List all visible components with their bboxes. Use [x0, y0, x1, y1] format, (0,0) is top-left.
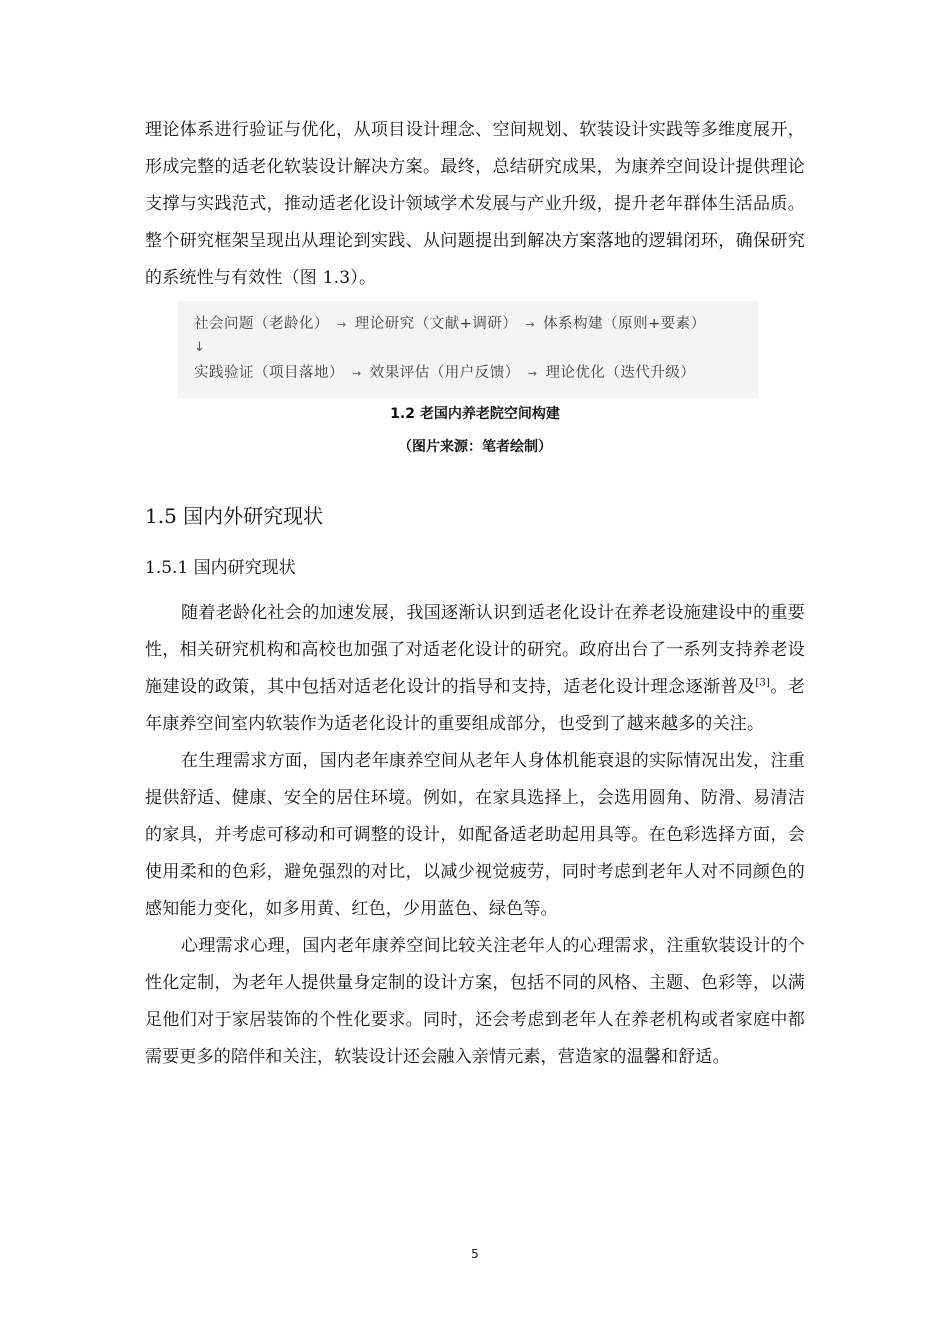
- flow-step-practice-verification: 实践验证（项目落地）: [194, 365, 344, 381]
- section-heading: 1.5 国内外研究现状: [145, 504, 324, 528]
- arrow-right-icon: →: [352, 367, 362, 380]
- flow-step-theory-research: 理论研究（文献+调研）: [354, 316, 518, 332]
- paragraph-1-text: 随着老龄化社会的加速发展，我国逐渐认识到适老化设计在养老设施建设中的重要性，相关研究机构和高校也加强了对适老化设计的研究。政府出台了一系列支持养老设施建设的政策，其中包括对适老化设计的指导和支持，适老化设计理念逐渐普及: [145, 603, 805, 697]
- arrow-right-icon: →: [527, 367, 538, 380]
- body-paragraph-1: [145, 595, 805, 743]
- body-paragraph-2: 在生理需求方面，国内老年康养空间从老年人身体机能衰退的实际情况出发，注重提供舒适、健康、安全的居住环境。例如，在家具选择上，会选用圆角、防滑、易清洁的家具，并考虑可移动和可调整的设计，如配备适老助起用具等。在色彩选择方面，会使用柔和的色彩，避免强烈的对比，以减少视觉疲劳，同时考虑到老年人对不同颜色的感知能力变化，如多用黄、红色，少用蓝色、绿色等。: [145, 751, 805, 919]
- flow-step-effect-evaluation: 效果评估（用户反馈）: [369, 365, 520, 381]
- flow-row-1: [194, 311, 758, 338]
- figure-caption-title: 1.2 老国内养老院空间构建: [390, 406, 560, 422]
- arrow-down-icon: ↓: [194, 340, 205, 355]
- flow-step-social-problem: 社会问题（老龄化）: [194, 316, 329, 332]
- research-framework-figure: [178, 301, 758, 398]
- flow-step-system-construction: 体系构建（原则+要素）: [543, 316, 706, 332]
- figure-caption-source: （图片来源：笔者绘制）: [398, 439, 552, 455]
- arrow-right-icon: →: [525, 318, 536, 331]
- page-number: 5: [471, 1247, 479, 1261]
- arrow-right-icon: →: [337, 318, 347, 331]
- page-content: [145, 112, 805, 1076]
- flow-row-2: [194, 360, 758, 387]
- body-paragraph-3: 心理需求心理，国内老年康养空间比较关注老年人的心理需求，注重软装设计的个性化定制，为老年人提供量身定制的设计方案，包括不同的风格、主题、色彩等，以满足他们对于家居装饰的个性化要求。同时，还会考虑到老年人在养老机构或者家庭中都需要更多的陪伴和关注，软装设计还会融入亲情元素，营造家的温馨和舒适。: [145, 936, 805, 1067]
- citation-reference: [3]: [755, 677, 771, 689]
- flow-step-theory-optimization: 理论优化（迭代升级）: [545, 365, 696, 381]
- subsection-heading: 1.5.1 国内研究现状: [145, 558, 296, 578]
- intro-paragraph: 理论体系进行验证与优化，从项目设计理念、空间规划、软装设计实践等多维度展开，形成完整的适老化软装设计解决方案。最终，总结研究成果，为康养空间设计提供理论支撑与实践范式，推动适老化设计领域学术发展与产业升级，提升老年群体生活品质。整个研究框架呈现出从理论到实践、从问题提出到解决方案落地的逻辑闭环，确保研究的系统性与有效性（图 1.3）。: [145, 120, 805, 288]
- paragraph-1-tail: 。老年康养空间室内软装作为适老化设计的重要组成部分，也受到了越来越多的关注。: [145, 677, 806, 734]
